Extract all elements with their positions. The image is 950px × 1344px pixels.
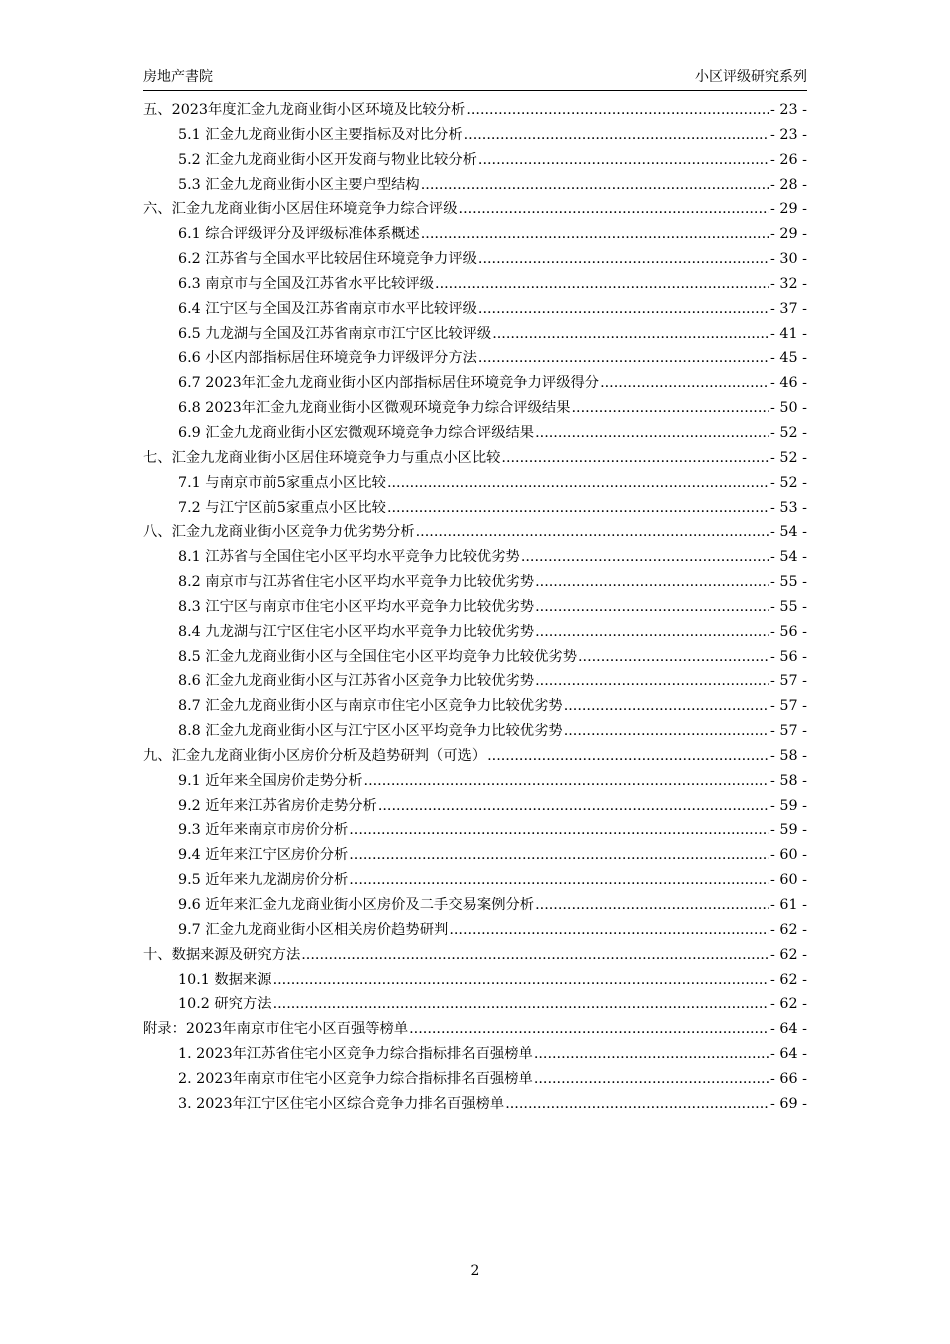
toc-entry-title: 7.1 与南京市前5家重点小区比较 [178, 474, 386, 491]
toc-section-entry[interactable] [143, 943, 807, 968]
toc-subsection-entry[interactable] [143, 918, 807, 943]
toc-subsection-entry[interactable] [143, 1042, 807, 1067]
toc-dot-leader [459, 197, 770, 222]
toc-entry-page: - 55 - [770, 598, 807, 615]
toc-section-entry[interactable] [143, 197, 807, 222]
toc-subsection-entry[interactable] [143, 346, 807, 371]
toc-entry-page: - 64 - [770, 1021, 807, 1038]
toc-entry-page: - 52 - [770, 474, 807, 491]
toc-entry-page: - 54 - [770, 549, 807, 566]
toc-subsection-entry[interactable] [143, 421, 807, 446]
toc-entry-title: 9.5 近年来九龙湖房价分析 [178, 872, 349, 889]
header-left-text: 房地产書院 [143, 69, 213, 85]
toc-entry-page: - 26 - [770, 151, 807, 168]
toc-subsection-entry[interactable] [143, 173, 807, 198]
toc-entry-page: - 46 - [770, 375, 807, 392]
toc-entry-page: - 60 - [770, 872, 807, 889]
toc-entry-page: - 62 - [770, 946, 807, 963]
toc-subsection-entry[interactable] [143, 371, 807, 396]
toc-dot-leader [521, 545, 769, 570]
toc-entry-title: 5.1 汇金九龙商业街小区主要指标及对比分析 [178, 126, 463, 143]
toc-dot-leader [564, 719, 769, 744]
toc-dot-leader [387, 471, 769, 496]
toc-subsection-entry[interactable] [143, 843, 807, 868]
toc-entry-page: - 52 - [770, 424, 807, 441]
toc-entry-title: 9.4 近年来江宁区房价分析 [178, 847, 349, 864]
toc-dot-leader [487, 744, 769, 769]
toc-dot-leader [564, 694, 769, 719]
toc-entry-title: 8.5 汇金九龙商业街小区与全国住宅小区平均竞争力比较优劣势 [178, 648, 577, 665]
toc-entry-title: 3. 2023年江宁区住宅小区综合竞争力排名百强榜单 [178, 1095, 505, 1112]
toc-entry-title: 6.4 江宁区与全国及江苏省南京市水平比较评级 [178, 300, 477, 317]
toc-dot-leader [535, 421, 769, 446]
toc-entry-title: 8.2 南京市与江苏省住宅小区平均水平竞争力比较优劣势 [178, 574, 535, 591]
toc-dot-leader [349, 843, 769, 868]
toc-entry-page: - 57 - [770, 723, 807, 740]
toc-entry-title: 十、数据来源及研究方法 [143, 946, 301, 963]
toc-entry-title: 8.6 汇金九龙商业街小区与江苏省小区竞争力比较优劣势 [178, 673, 535, 690]
toc-entry-page: - 61 - [770, 897, 807, 913]
toc-entry-title: 10.2 研究方法 [178, 996, 272, 1013]
toc-entry-page: - 56 - [770, 648, 807, 665]
toc-subsection-entry[interactable] [143, 669, 807, 694]
toc-entry-page: - 66 - [770, 1070, 807, 1087]
header-right-text: 小区评级研究系列 [695, 69, 807, 85]
toc-subsection-entry[interactable] [143, 570, 807, 595]
toc-dot-leader [535, 893, 769, 918]
toc-dot-leader [435, 272, 769, 297]
toc-entry-page: - 56 - [770, 623, 807, 640]
toc-dot-leader [535, 570, 769, 595]
toc-entry-title: 5.3 汇金九龙商业街小区主要户型结构 [178, 176, 420, 193]
toc-dot-leader [416, 520, 769, 545]
toc-entry-title: 九、汇金九龙商业街小区房价分析及趋势研判（可选） [143, 747, 487, 764]
toc-subsection-entry[interactable] [143, 222, 807, 247]
toc-entry-title: 9.7 汇金九龙商业街小区相关房价趋势研判 [178, 921, 449, 938]
toc-dot-leader [349, 868, 769, 893]
toc-entry-page: - 29 - [770, 201, 807, 218]
toc-entry-title: 8.8 汇金九龙商业街小区与江宁区小区平均竞争力比较优劣势 [178, 723, 563, 740]
toc-section-entry[interactable] [143, 446, 807, 471]
toc-subsection-entry[interactable] [143, 1067, 807, 1092]
toc-dot-leader [478, 346, 769, 371]
toc-entry-page: - 59 - [770, 797, 807, 814]
toc-dot-leader [478, 297, 769, 322]
toc-subsection-entry[interactable] [143, 645, 807, 670]
toc-entry-title: 8.4 九龙湖与江宁区住宅小区平均水平竞争力比较优劣势 [178, 623, 535, 640]
toc-entry-page: - 50 - [770, 400, 807, 417]
toc-dot-leader [301, 943, 769, 968]
toc-subsection-entry[interactable] [143, 893, 807, 918]
toc-entry-title: 附录：2023年南京市住宅小区百强等榜单 [143, 1021, 409, 1038]
toc-entry-page: - 41 - [770, 325, 807, 342]
toc-dot-leader [273, 968, 769, 993]
toc-entry-title: 8.1 江苏省与全国住宅小区平均水平竞争力比较优劣势 [178, 549, 520, 566]
toc-entry-title: 八、汇金九龙商业街小区竞争力优劣势分析 [143, 524, 415, 541]
toc-dot-leader [534, 1042, 769, 1067]
toc-entry-title: 6.7 2023年汇金九龙商业街小区内部指标居住环境竞争力评级得分 [178, 375, 600, 392]
toc-section-entry[interactable] [143, 98, 807, 123]
toc-subsection-entry[interactable] [143, 694, 807, 719]
page-number: 2 [470, 1263, 480, 1279]
toc-entry-page: - 57 - [770, 698, 807, 715]
toc-entry-title: 五、2023年度汇金九龙商业街小区环境及比较分析 [143, 102, 466, 118]
toc-dot-leader [478, 247, 769, 272]
toc-subsection-entry[interactable] [143, 545, 807, 570]
toc-subsection-entry[interactable] [143, 992, 807, 1017]
toc-dot-leader [273, 992, 769, 1017]
toc-entry-title: 5.2 汇金九龙商业街小区开发商与物业比较分析 [178, 151, 477, 168]
toc-dot-leader [501, 446, 769, 471]
toc-entry-page: - 54 - [770, 524, 807, 541]
toc-entry-page: - 53 - [770, 499, 807, 516]
toc-entry-title: 8.7 汇金九龙商业街小区与南京市住宅小区竞争力比较优劣势 [178, 698, 563, 715]
toc-entry-title: 6.2 江苏省与全国水平比较居住环境竞争力评级 [178, 251, 477, 268]
toc-subsection-entry[interactable] [143, 818, 807, 843]
toc-entry-page: - 28 - [770, 176, 807, 193]
toc-entry-title: 1. 2023年江苏省住宅小区竞争力综合指标排名百强榜单 [178, 1046, 533, 1063]
toc-entry-page: - 23 - [770, 126, 807, 143]
toc-subsection-entry[interactable] [143, 322, 807, 347]
toc-subsection-entry[interactable] [143, 595, 807, 620]
toc-entry-page: - 64 - [770, 1046, 807, 1063]
toc-entry-page: - 55 - [770, 574, 807, 591]
toc-entry-page: - 58 - [770, 772, 807, 789]
toc-dot-leader [535, 669, 769, 694]
toc-dot-leader [349, 818, 769, 843]
toc-dot-leader [534, 1067, 769, 1092]
toc-subsection-entry[interactable] [143, 1092, 807, 1117]
toc-entry-page: - 30 - [770, 251, 807, 268]
toc-entry-page: - 59 - [770, 822, 807, 839]
toc-subsection-entry[interactable] [143, 620, 807, 645]
toc-dot-leader [600, 371, 769, 396]
toc-section-entry[interactable] [143, 520, 807, 545]
toc-entry-title: 9.6 近年来汇金九龙商业街小区房价及二手交易案例分析 [178, 897, 535, 913]
toc-entry-page: - 69 - [770, 1095, 807, 1112]
toc-entry-page: - 29 - [770, 226, 807, 243]
toc-entry-title: 2. 2023年南京市住宅小区竞争力综合指标排名百强榜单 [178, 1070, 533, 1087]
toc-entry-page: - 57 - [770, 673, 807, 690]
toc-dot-leader [421, 222, 769, 247]
toc-entry-page: - 52 - [770, 449, 807, 466]
toc-section-entry[interactable] [143, 744, 807, 769]
toc-dot-leader [572, 396, 770, 421]
toc-dot-leader [464, 123, 769, 148]
toc-subsection-entry[interactable] [143, 148, 807, 173]
toc-dot-leader [478, 148, 769, 173]
toc-entry-page: - 62 - [770, 971, 807, 988]
toc-section-entry[interactable] [143, 1017, 807, 1042]
toc-entry-page: - 32 - [770, 275, 807, 292]
toc-entry-title: 6.1 综合评级评分及评级标准体系概述 [178, 226, 420, 243]
toc-entry-title: 6.3 南京市与全国及江苏省水平比较评级 [178, 275, 435, 292]
toc-dot-leader [492, 322, 769, 347]
toc-entry-title: 9.2 近年来江苏省房价走势分析 [178, 797, 377, 814]
toc-entry-page: - 60 - [770, 847, 807, 864]
toc-entry-title: 9.3 近年来南京市房价分析 [178, 822, 349, 839]
toc-dot-leader [578, 645, 769, 670]
toc-dot-leader [421, 173, 769, 198]
toc-subsection-entry[interactable] [143, 868, 807, 893]
toc-entry-title: 6.8 2023年汇金九龙商业街小区微观环境竞争力综合评级结果 [178, 400, 571, 417]
toc-entry-page: - 62 - [770, 921, 807, 938]
toc-entry-page: - 58 - [770, 747, 807, 764]
toc-subsection-entry[interactable] [143, 471, 807, 496]
page-header [143, 68, 807, 91]
toc-subsection-entry[interactable] [143, 968, 807, 993]
toc-dot-leader [449, 918, 769, 943]
toc-entry-title: 10.1 数据来源 [178, 971, 272, 988]
toc-entry-title: 9.1 近年来全国房价走势分析 [178, 772, 363, 789]
toc-dot-leader [535, 595, 769, 620]
toc-entry-title: 6.6 小区内部指标居住环境竞争力评级评分方法 [178, 350, 477, 367]
toc-entry-title: 6.9 汇金九龙商业街小区宏微观环境竞争力综合评级结果 [178, 424, 535, 441]
toc-entry-page: - 62 - [770, 996, 807, 1013]
table-of-contents [143, 98, 807, 1117]
toc-dot-leader [535, 620, 769, 645]
toc-subsection-entry[interactable] [143, 769, 807, 794]
toc-entry-title: 七、汇金九龙商业街小区居住环境竞争力与重点小区比较 [143, 449, 501, 466]
toc-subsection-entry[interactable] [143, 719, 807, 744]
toc-dot-leader [466, 98, 769, 123]
toc-entry-title: 8.3 江宁区与南京市住宅小区平均水平竞争力比较优劣势 [178, 598, 535, 615]
toc-subsection-entry[interactable] [143, 496, 807, 521]
toc-subsection-entry[interactable] [143, 297, 807, 322]
toc-entry-page: - 23 - [770, 102, 807, 118]
toc-dot-leader [505, 1092, 769, 1117]
toc-dot-leader [387, 496, 769, 521]
toc-subsection-entry[interactable] [143, 794, 807, 819]
toc-entry-title: 7.2 与江宁区前5家重点小区比较 [178, 499, 386, 516]
toc-dot-leader [378, 794, 769, 819]
toc-entry-page: - 37 - [770, 300, 807, 317]
toc-entry-title: 6.5 九龙湖与全国及江苏省南京市江宁区比较评级 [178, 325, 492, 342]
toc-subsection-entry[interactable] [143, 123, 807, 148]
toc-dot-leader [364, 769, 770, 794]
toc-dot-leader [409, 1017, 769, 1042]
toc-entry-page: - 45 - [770, 350, 807, 367]
toc-subsection-entry[interactable] [143, 396, 807, 421]
toc-subsection-entry[interactable] [143, 247, 807, 272]
toc-entry-title: 六、汇金九龙商业街小区居住环境竞争力综合评级 [143, 201, 458, 218]
toc-subsection-entry[interactable] [143, 272, 807, 297]
